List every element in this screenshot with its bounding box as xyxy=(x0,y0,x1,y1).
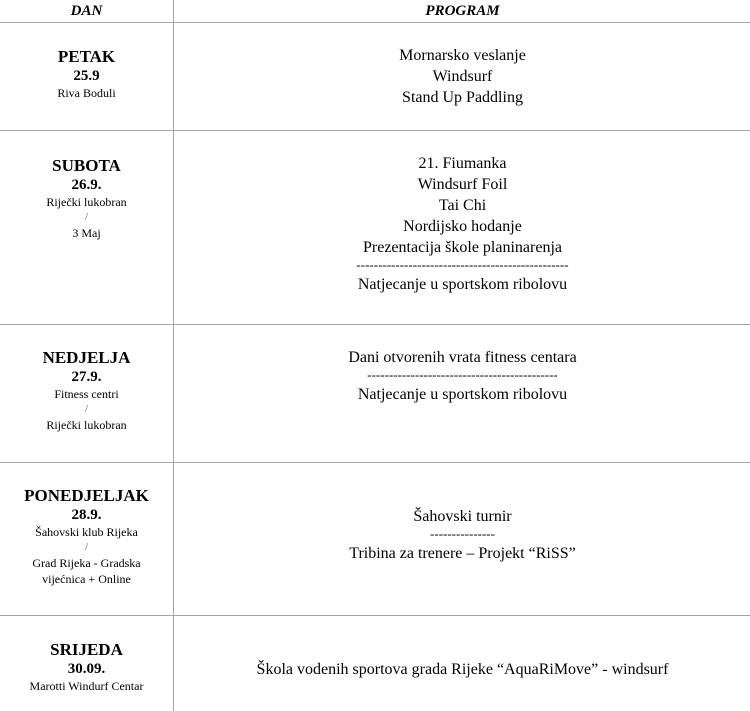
program-item: Natjecanje u sportskom ribolovu xyxy=(357,276,568,293)
day-cell xyxy=(0,485,173,587)
header-program: PROGRAM xyxy=(425,3,500,19)
row-divider xyxy=(0,615,750,616)
program-item: Dani otvorenih vrata fitness centara xyxy=(348,349,577,366)
program-item: Šahovski turnir xyxy=(413,508,512,525)
dashed-separator: -------------------------------------------- xyxy=(367,367,558,382)
row-divider xyxy=(0,462,750,463)
location: Fitness centri xyxy=(54,387,119,401)
program-item: Windsurf Foil xyxy=(417,176,508,193)
dashed-separator: ------------------------------------------------- xyxy=(356,257,569,272)
day-name: PETAK xyxy=(57,47,116,66)
program-item: Tribina za trenere – Projekt “RiSS” xyxy=(349,545,576,562)
program-item: Tai Chi xyxy=(438,197,487,214)
header-day: DAN xyxy=(70,3,103,19)
dashed-separator: --------------- xyxy=(430,526,495,541)
program-item: Prezentacija škole planinarenja xyxy=(362,239,562,256)
location: Riva Boduli xyxy=(57,86,116,100)
day-cell xyxy=(0,155,173,241)
program-item: Stand Up Paddling xyxy=(402,89,523,106)
location: Riječki lukobran xyxy=(46,418,127,432)
day-name: NEDJELJA xyxy=(42,348,131,367)
program-item: Škola vodenih sportova grada Rijeke “AquaRiMove” - windsurf xyxy=(256,661,669,678)
day-cell xyxy=(0,347,173,433)
day-date: 28.9. xyxy=(71,507,102,523)
program-item: Natjecanje u sportskom ribolovu xyxy=(357,386,568,403)
program-cell xyxy=(175,347,750,405)
day-cell xyxy=(0,46,173,101)
program-cell xyxy=(175,659,750,680)
location: Grad Rijeka - Gradska xyxy=(32,556,141,570)
location-separator: / xyxy=(84,541,89,553)
day-date: 30.09. xyxy=(67,661,106,677)
program-cell xyxy=(175,45,750,108)
day-cell xyxy=(0,639,173,694)
row-divider xyxy=(0,22,750,23)
location: Riječki lukobran xyxy=(46,195,127,209)
row-divider xyxy=(0,130,750,131)
location: Marotti Windurf Centar xyxy=(29,679,144,693)
day-date: 27.9. xyxy=(71,369,102,385)
location: vijećnica + Online xyxy=(42,572,131,586)
location-separator: / xyxy=(84,403,89,415)
program-cell xyxy=(175,506,750,564)
row-divider xyxy=(0,324,750,325)
day-name: SRIJEDA xyxy=(50,640,123,659)
day-name: PONEDJELJAK xyxy=(24,486,149,505)
day-name: SUBOTA xyxy=(52,156,121,175)
column-divider xyxy=(173,0,174,711)
day-date: 26.9. xyxy=(71,177,102,193)
location-separator: / xyxy=(84,211,89,223)
program-item: Windsurf xyxy=(432,68,493,85)
day-date: 25.9 xyxy=(73,68,100,84)
program-item: Mornarsko veslanje xyxy=(399,47,526,64)
location: 3 Maj xyxy=(72,226,101,240)
program-cell xyxy=(175,153,750,295)
location: Šahovski klub Rijeka xyxy=(35,525,138,539)
program-item: 21. Fiumanka xyxy=(418,155,507,172)
program-item: Nordijsko hodanje xyxy=(403,218,522,235)
